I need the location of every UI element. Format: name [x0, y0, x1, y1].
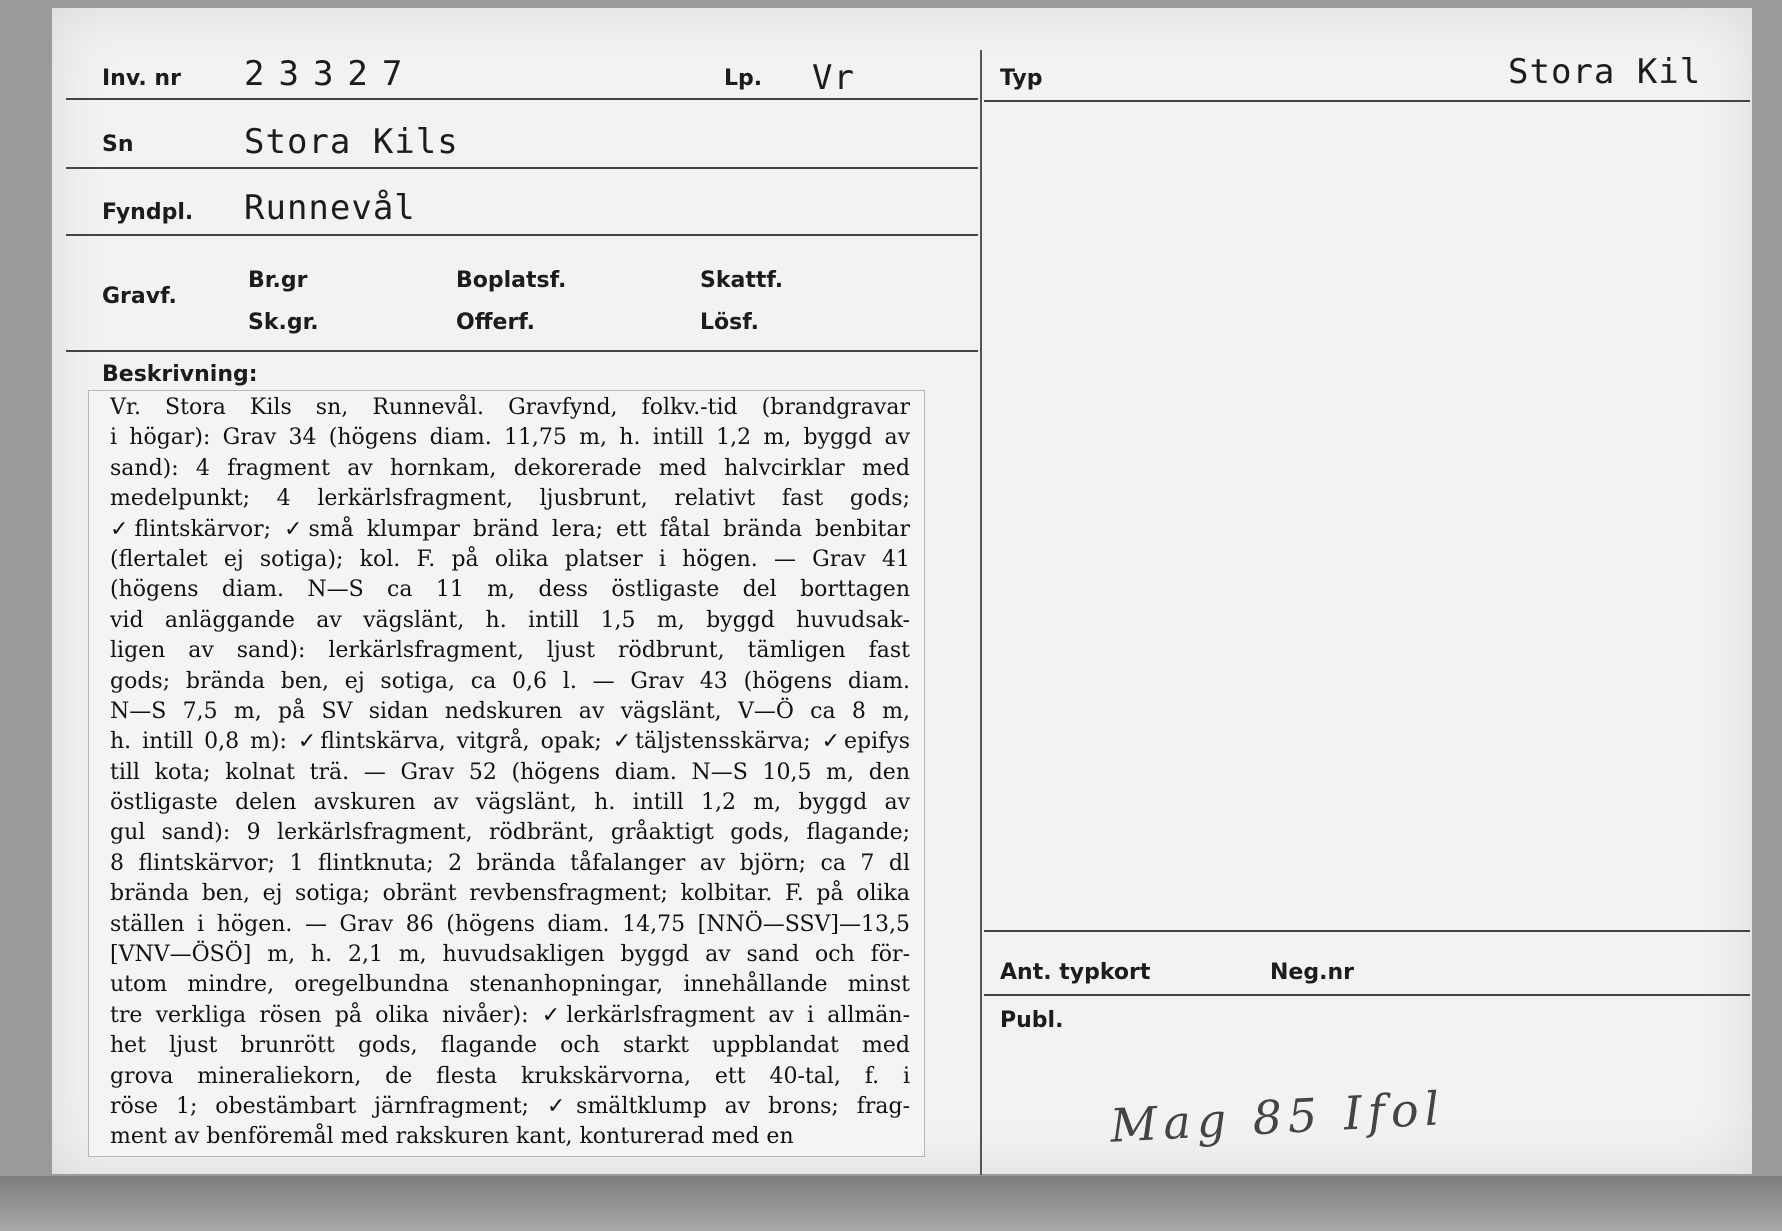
description-line: [VNV—ÖSÖ] m, h. 2,1 m, huvudsakligen byggd av sand och för- [110, 942, 910, 968]
description-line: N—S 7,5 m, på SV sidan nedskuren av vägslänt, V—Ö ca 8 m, [110, 698, 910, 724]
rule-gravf [66, 350, 978, 352]
description-line: i högar): Grav 34 (högens diam. 11,75 m, h. intill 1,2 m, byggd av [110, 425, 910, 451]
description-line: het ljust brunrött gods, flagande och starkt uppblandat med [110, 1033, 910, 1059]
description-line: 8 flintskärvor; 1 flintknuta; 2 brända tåfalanger av björn; ca 7 dl [110, 850, 910, 876]
offerf-label: Offerf. [456, 310, 536, 335]
description-line: (högens diam. N—S ca 11 m, dess östligaste del borttagen [110, 577, 910, 603]
description-line: ment av benföremål med rakskuren kant, konturerad med en [110, 1124, 794, 1150]
description-line: sand): 4 fragment av hornkam, dekorerade med halvcirklar med [110, 455, 910, 481]
typ-label: Typ [1000, 66, 1043, 91]
rule-inv [66, 98, 978, 100]
rule-ant [984, 930, 1750, 932]
description-line: brända ben, ej sotiga; obränt revbensfragment; kolbitar. F. på olika [110, 881, 910, 907]
sn-value: Stora Kils [244, 122, 459, 162]
center-divider [980, 50, 982, 1175]
typ-value: Stora Kil [1508, 52, 1702, 92]
losf-label: Lösf. [700, 310, 759, 335]
ant-typkort-label: Ant. typkort [1000, 960, 1151, 985]
description-line: Vr. Stora Kils sn, Runnevål. Gravfynd, folkv.-tid (brandgravar [110, 395, 910, 420]
negnr-label: Neg.nr [1270, 960, 1354, 985]
scan-edge [0, 1176, 1782, 1231]
rule-fyndpl [66, 234, 978, 236]
rule-sn [66, 167, 978, 169]
inv-label: Inv. nr [102, 66, 181, 91]
description-line: (flertalet ej sotiga); kol. F. på olika platser i högen. — Grav 41 [110, 546, 910, 572]
rule-publ [984, 994, 1750, 996]
description-line: gods; brända ben, ej sotiga, ca 0,6 l. — Grav 43 (högens diam. [110, 668, 910, 694]
gravf-label: Gravf. [102, 284, 177, 309]
skattf-label: Skattf. [700, 268, 784, 293]
fyndpl-value: Runnevål [244, 188, 416, 228]
description-line: tre verkliga rösen på olika nivåer): ✓lerkärlsfragment av i allmän- [110, 1002, 910, 1028]
beskrivning-label: Beskrivning: [102, 362, 258, 387]
boplatsf-label: Boplatsf. [456, 268, 567, 293]
inv-value: 23327 [244, 54, 417, 94]
lp-value: Vr [812, 58, 855, 98]
description-line: östligaste delen avskuren av vägslänt, h. intill 1,2 m, byggd av [110, 790, 910, 816]
skgr-label: Sk.gr. [248, 310, 319, 335]
brgr-label: Br.gr [248, 268, 308, 293]
description-line: gul sand): 9 lerkärlsfragment, rödbränt, gråaktigt gods, flagande; [110, 820, 910, 846]
description-line: vid anläggande av vägslänt, h. intill 1,5 m, byggd huvudsak- [110, 607, 910, 633]
publ-label: Publ. [1000, 1008, 1064, 1033]
rule-typ [984, 100, 1750, 102]
handwritten-note: Mag 85 Ifol [1108, 1081, 1447, 1153]
description-line: utom mindre, oregelbundna stenanhopningar, innehållande minst [110, 972, 910, 998]
description-line: grova mineraliekorn, de flesta krukskärvorna, ett 40-tal, f. i [110, 1063, 910, 1089]
fyndpl-label: Fyndpl. [102, 200, 194, 225]
description-line: ✓flintskärvor; ✓små klumpar bränd lera; ett fåtal brända benbitar [110, 516, 910, 542]
description-line: röse 1; obestämbart järnfragment; ✓smältklump av brons; frag- [110, 1093, 910, 1119]
description-line: medelpunkt; 4 lerkärlsfragment, ljusbrunt, relativt fast gods; [110, 486, 910, 512]
description-line: ligen av sand): lerkärlsfragment, ljust rödbrunt, tämligen fast [110, 638, 910, 664]
lp-label: Lp. [724, 66, 763, 91]
sn-label: Sn [102, 132, 134, 157]
description-line: ställen i högen. — Grav 86 (högens diam. 14,75 [NNÖ—SSV]—13,5 [110, 911, 910, 937]
description-text [110, 393, 910, 1153]
description-line: h. intill 0,8 m): ✓flintskärva, vitgrå, opak; ✓täljstensskärva; ✓epifys [110, 729, 910, 755]
description-line: till kota; kolnat trä. — Grav 52 (högens diam. N—S 10,5 m, den [110, 759, 910, 785]
